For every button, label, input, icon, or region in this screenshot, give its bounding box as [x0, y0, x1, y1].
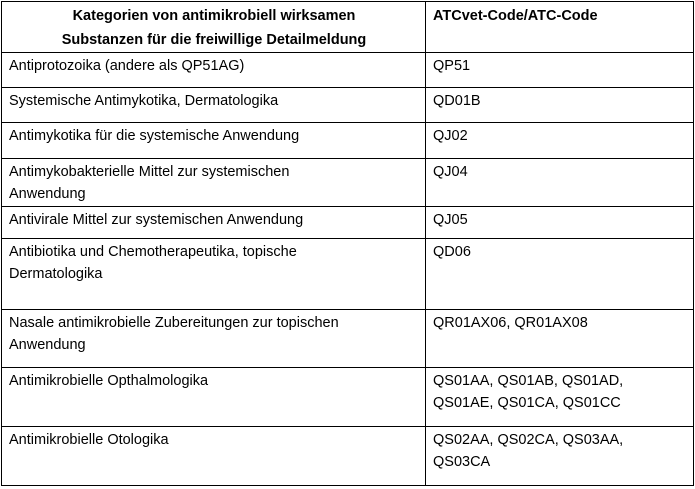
- category-cell: [2, 123, 426, 159]
- category-text: Antimikrobielle Opthalmologika: [9, 373, 209, 389]
- category-cell: [2, 159, 426, 207]
- table-row: [2, 239, 694, 310]
- category-text: Nasale antimikrobielle Zubereitungen zur topischen: [9, 315, 339, 331]
- code-text: QS03CA: [433, 454, 491, 470]
- category-cell: [2, 310, 426, 368]
- table-row: [2, 88, 694, 123]
- category-text: Antiprotozoika (andere als QP51AG): [9, 58, 245, 74]
- category-cell: [2, 368, 426, 427]
- code-cell: [426, 207, 694, 239]
- code-text: QR01AX06, QR01AX08: [433, 315, 588, 331]
- table-row: [2, 159, 694, 207]
- category-text: Antimykotika für die systemische Anwendung: [9, 128, 300, 144]
- table-header-row: [2, 2, 694, 53]
- category-text: Antimikrobielle Otologika: [9, 432, 169, 448]
- category-cell: [2, 207, 426, 239]
- code-cell: [426, 123, 694, 159]
- code-text: QD06: [433, 244, 471, 260]
- header-category-line-1: Kategorien von antimikrobiell wirksamen: [72, 8, 356, 24]
- code-text: QS02AA, QS02CA, QS03AA,: [433, 432, 624, 448]
- table-row: [2, 310, 694, 368]
- code-text: QD01B: [433, 93, 481, 109]
- header-code: ATCvet-Code/ATC-Code: [426, 2, 694, 53]
- code-text: QS01AA, QS01AB, QS01AD,: [433, 373, 624, 389]
- category-cell: [2, 427, 426, 486]
- table-row: [2, 368, 694, 427]
- code-cell: [426, 368, 694, 427]
- code-cell: [426, 239, 694, 310]
- header-category: [2, 2, 426, 53]
- category-text: Antivirale Mittel zur systemischen Anwendung: [9, 212, 304, 228]
- category-text: Dermatologika: [9, 266, 103, 282]
- code-cell: [426, 53, 694, 88]
- code-cell: [426, 88, 694, 123]
- header-category-line-2: Substanzen für die freiwillige Detailmeldung: [61, 32, 367, 48]
- category-cell: [2, 53, 426, 88]
- category-text: Systemische Antimykotika, Dermatologika: [9, 93, 279, 109]
- code-text: QJ05: [433, 212, 468, 228]
- category-cell: [2, 88, 426, 123]
- category-text: Anwendung: [9, 337, 86, 353]
- code-cell: [426, 159, 694, 207]
- table-row: [2, 53, 694, 88]
- category-text: Anwendung: [9, 186, 86, 202]
- code-text: QP51: [433, 58, 471, 74]
- table-row: [2, 123, 694, 159]
- table-row: [2, 207, 694, 239]
- category-text: Antibiotika und Chemotherapeutika, topische: [9, 244, 297, 260]
- code-cell: [426, 427, 694, 486]
- category-cell: [2, 239, 426, 310]
- code-text: QS01AE, QS01CA, QS01CC: [433, 395, 621, 411]
- code-text: QJ02: [433, 128, 468, 144]
- code-cell: [426, 310, 694, 368]
- category-text: Antimykobakterielle Mittel zur systemischen: [9, 164, 290, 180]
- table-row: [2, 427, 694, 486]
- code-text: QJ04: [433, 164, 468, 180]
- atc-code-table: [1, 1, 694, 486]
